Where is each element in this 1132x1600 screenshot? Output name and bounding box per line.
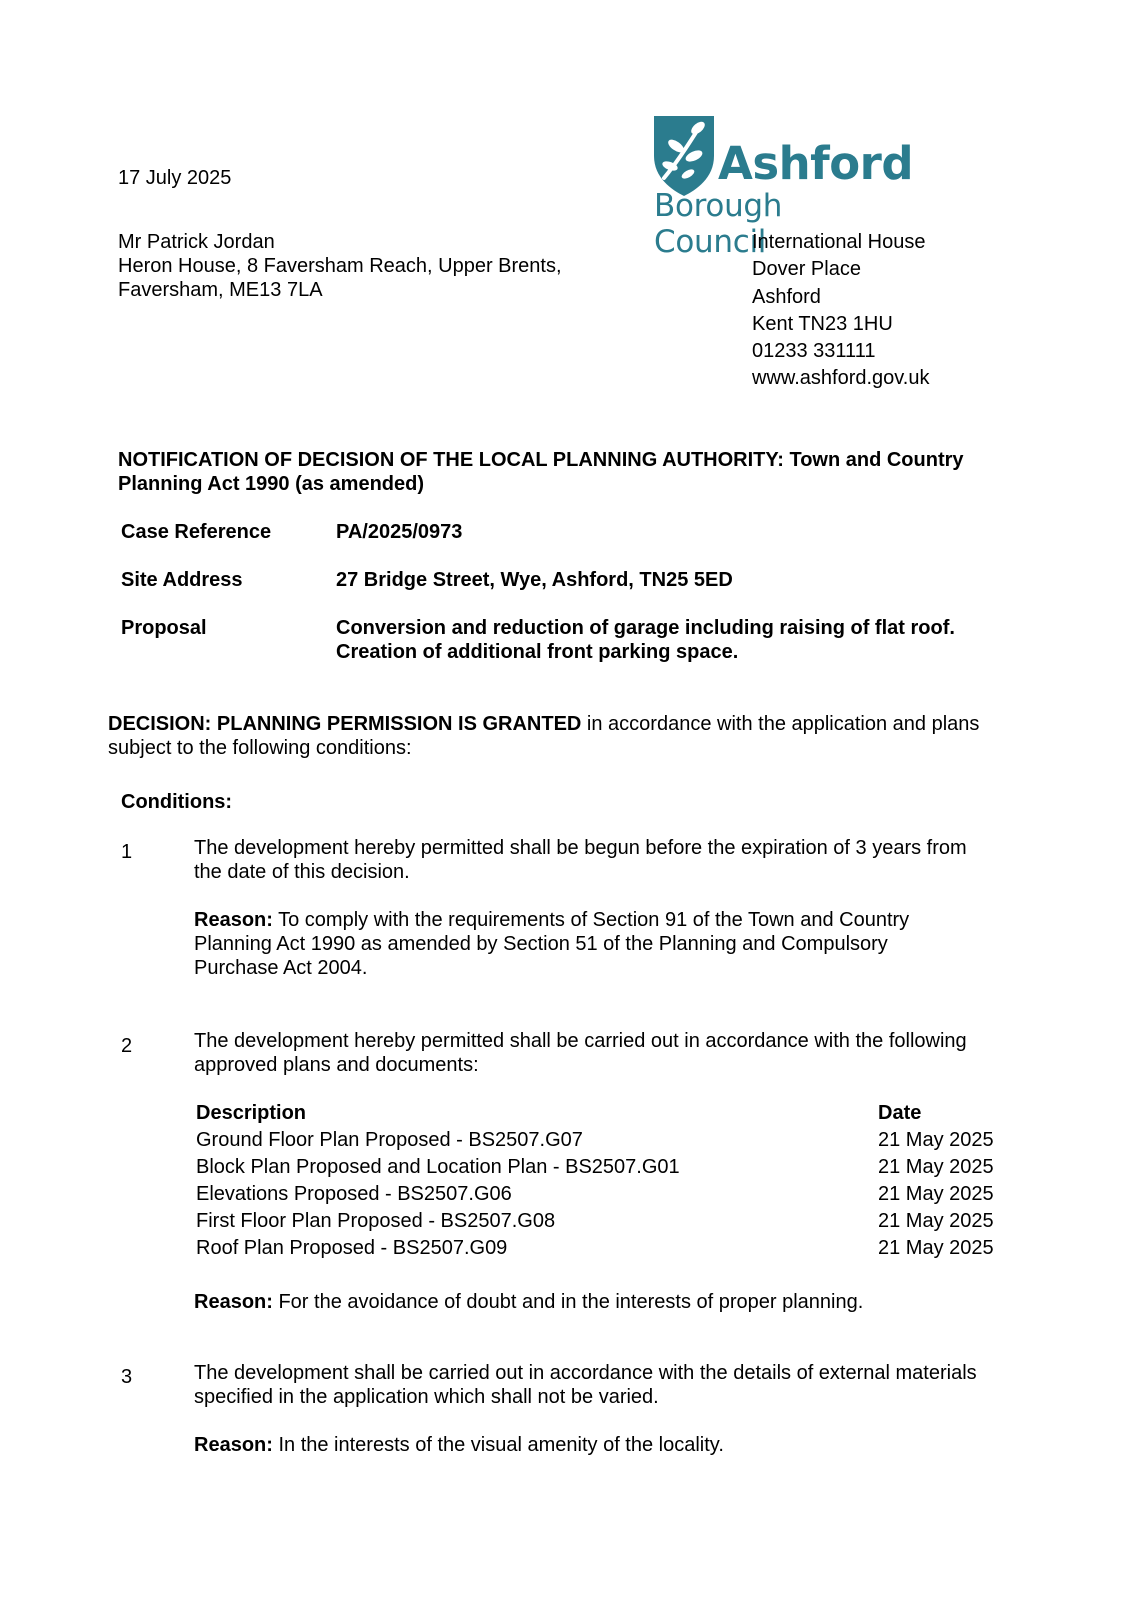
table-header-row	[196, 1100, 1006, 1127]
reason-text: Planning Act 1990 as amended by Section 51 of the Planning and Compulsory	[194, 933, 888, 955]
plan-date: 21 May 2025	[878, 1129, 994, 1151]
recipient-name: Mr Patrick Jordan	[118, 231, 275, 253]
logo-word-ashford: Ashford	[718, 137, 914, 190]
decision-text: subject to the following conditions:	[108, 737, 412, 759]
plan-description: Block Plan Proposed and Location Plan - BS2507.G01	[196, 1156, 680, 1178]
recipient-address-line: Faversham, ME13 7LA	[118, 279, 323, 301]
plan-date: 21 May 2025	[878, 1156, 994, 1178]
reason-text: In the interests of the visual amenity of the locality.	[272, 1434, 724, 1456]
plan-date: 21 May 2025	[878, 1210, 994, 1232]
reason-label: Reason:	[194, 909, 273, 931]
condition-text	[194, 1361, 1044, 1409]
conditions-heading: Conditions:	[121, 791, 233, 813]
council-address-line: Kent TN23 1HU	[752, 312, 893, 335]
condition-number: 3	[121, 1366, 133, 1388]
condition-number: 1	[121, 841, 133, 863]
recipient-block	[118, 230, 562, 302]
table-row	[196, 1181, 1006, 1208]
letter-date: 17 July 2025	[118, 167, 232, 189]
reason-label: Reason:	[194, 1291, 273, 1313]
decision-statement: DECISION: PLANNING PERMISSION IS GRANTED	[108, 713, 582, 735]
reason-text: To comply with the requirements of Section 91 of the Town and Country	[272, 909, 910, 931]
column-header-date: Date	[878, 1102, 922, 1124]
plan-description: Ground Floor Plan Proposed - BS2507.G07	[196, 1129, 583, 1151]
condition-text	[194, 836, 1044, 884]
table-row	[196, 1235, 1006, 1262]
plan-description: Elevations Proposed - BS2507.G06	[196, 1183, 512, 1205]
condition-line: specified in the application which shall not be varied.	[194, 1386, 659, 1408]
case-reference-value: PA/2025/0973	[336, 521, 463, 543]
case-reference-label: Case Reference	[121, 521, 272, 543]
table-row	[196, 1127, 1006, 1154]
column-header-description: Description	[196, 1102, 307, 1124]
council-phone: 01233 331111	[752, 340, 876, 363]
proposal-line: Creation of additional front parking space.	[336, 641, 739, 663]
condition-reason	[194, 1290, 1044, 1314]
reason-text: Purchase Act 2004.	[194, 957, 368, 979]
council-address-line: Ashford	[752, 285, 821, 308]
shield-leaf-icon	[654, 116, 716, 196]
plan-date: 21 May 2025	[878, 1183, 994, 1205]
heading-line: Planning Act 1990 (as amended)	[118, 473, 425, 495]
council-address-block	[752, 229, 930, 393]
site-address-label: Site Address	[121, 569, 243, 591]
council-address-line: International House	[752, 231, 926, 253]
table-row	[196, 1208, 1006, 1235]
reason-text: For the avoidance of doubt and in the interests of proper planning.	[272, 1291, 864, 1313]
condition-text	[194, 1029, 1044, 1077]
condition-reason	[194, 1433, 1044, 1457]
condition-number: 2	[121, 1035, 133, 1057]
condition-line: approved plans and documents:	[194, 1054, 479, 1076]
notification-heading	[118, 448, 964, 496]
table-row	[196, 1154, 1006, 1181]
condition-line: The development hereby permitted shall be carried out in accordance with the following	[194, 1030, 967, 1052]
decision-text: in accordance with the application and plans	[581, 713, 980, 735]
plan-date: 21 May 2025	[878, 1237, 994, 1259]
condition-line: The development hereby permitted shall be begun before the expiration of 3 years from	[194, 837, 967, 859]
decision-paragraph	[108, 712, 979, 760]
reason-label: Reason:	[194, 1434, 273, 1456]
plan-description: Roof Plan Proposed - BS2507.G09	[196, 1237, 508, 1259]
proposal-line: Conversion and reduction of garage including raising of flat roof.	[336, 617, 955, 639]
condition-reason	[194, 908, 1044, 980]
condition-line: The development shall be carried out in accordance with the details of external materials	[194, 1362, 977, 1384]
council-address-line: Dover Place	[752, 258, 861, 281]
heading-line: NOTIFICATION OF DECISION OF THE LOCAL PLANNING AUTHORITY: Town and Country	[118, 449, 964, 471]
council-website: www.ashford.gov.uk	[752, 367, 930, 390]
logo-word-borough-council: Borough Council	[654, 188, 783, 260]
plan-description: First Floor Plan Proposed - BS2507.G08	[196, 1210, 556, 1232]
recipient-address-line: Heron House, 8 Faversham Reach, Upper Brents,	[118, 255, 562, 277]
proposal-label: Proposal	[121, 617, 207, 639]
site-address-value: 27 Bridge Street, Wye, Ashford, TN25 5ED	[336, 569, 733, 591]
proposal-value	[336, 616, 1036, 664]
condition-line: the date of this decision.	[194, 861, 410, 883]
